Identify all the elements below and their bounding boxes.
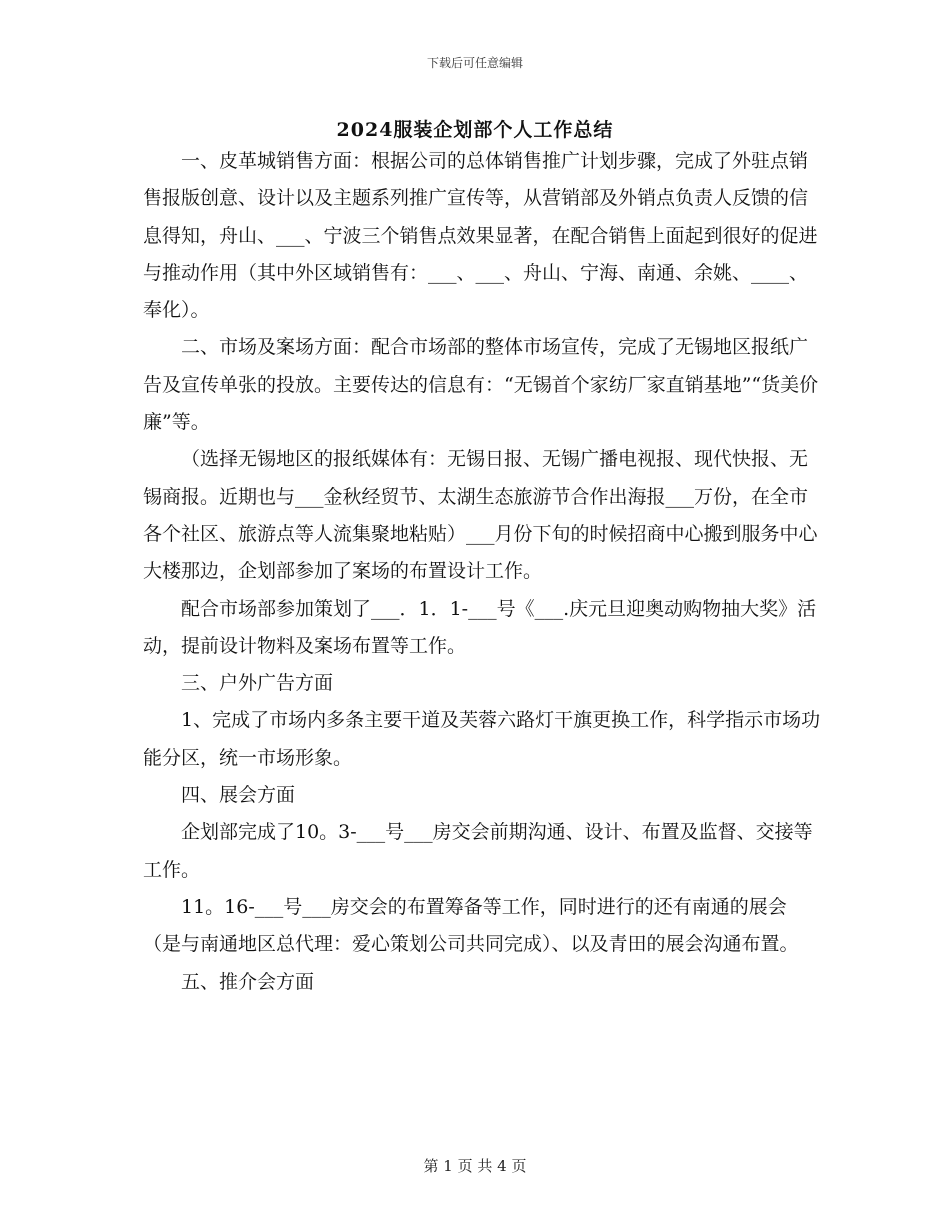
page-number-footer: 第 1 页 共 4 页 [423,1157,527,1175]
heading-promotion-events: 五、推介会方面 [181,970,315,993]
paragraph-market-and-venue: 二、市场及案场方面：配合市场部的整体市场宣传，完成了无锡地区报纸广告及宣传单张的投放。主要传达的信息有：“无锡首个家纺厂家直销基地”“货美价廉”等。 [143,336,819,434]
paragraph-new-year-campaign: 配合市场部参加策划了___．1．1-___号《___.庆元旦迎奥动购物抽大奖》活动，提前设计物料及案场布置等工作。 [143,597,817,657]
document-body [143,143,823,1001]
page-header-note: 下载后可任意编辑 [426,56,523,70]
heading-outdoor-ads: 三、户外广告方面 [181,672,334,695]
paragraph-exhibition-november: 11。16-___号___房交会的布置筹备等工作，同时进行的还有南通的展会（是与南通地区总代理：爱心策划公司共同完成）、以及青田的展会沟通布置。 [143,895,799,956]
paragraph-leather-city-sales: 一、皮革城销售方面：根据公司的总体销售推广计划步骤，完成了外驻点销售报版创意、设计以及主题系列推广宣传等，从营销部及外销点负责人反馈的信息得知，舟山、___、宁波三个销售点效果显著，在配合销售上面起到很好的促进与推动作用（其中外区域销售有：___、___、舟山、宁海、南通、余姚、____、奉化）。 [143,150,818,322]
paragraph-outdoor-ads-item-1: 1、完成了市场内多条主要干道及芙蓉六路灯干旗更换工作，科学指示市场功能分区，统一市场形象。 [143,709,821,769]
paragraph-exhibition-october: 企划部完成了10。3-___号___房交会前期沟通、设计、布置及监督、交接等工作。 [143,821,813,881]
heading-exhibitions: 四、展会方面 [181,784,296,807]
document-title: 2024服装企划部个人工作总结 [336,119,614,141]
paragraph-newspaper-media: （选择无锡地区的报纸媒体有：无锡日报、无锡广播电视报、现代快报、无锡商报。近期也与___金秋经贸节、太湖生态旅游节合作出海报___万份，在全市各个社区、旅游点等人流集聚地粘贴）___月份下旬的时候招商中心搬到服务中心大楼那边，企划部参加了案场的布置设计工作。 [143,448,818,583]
